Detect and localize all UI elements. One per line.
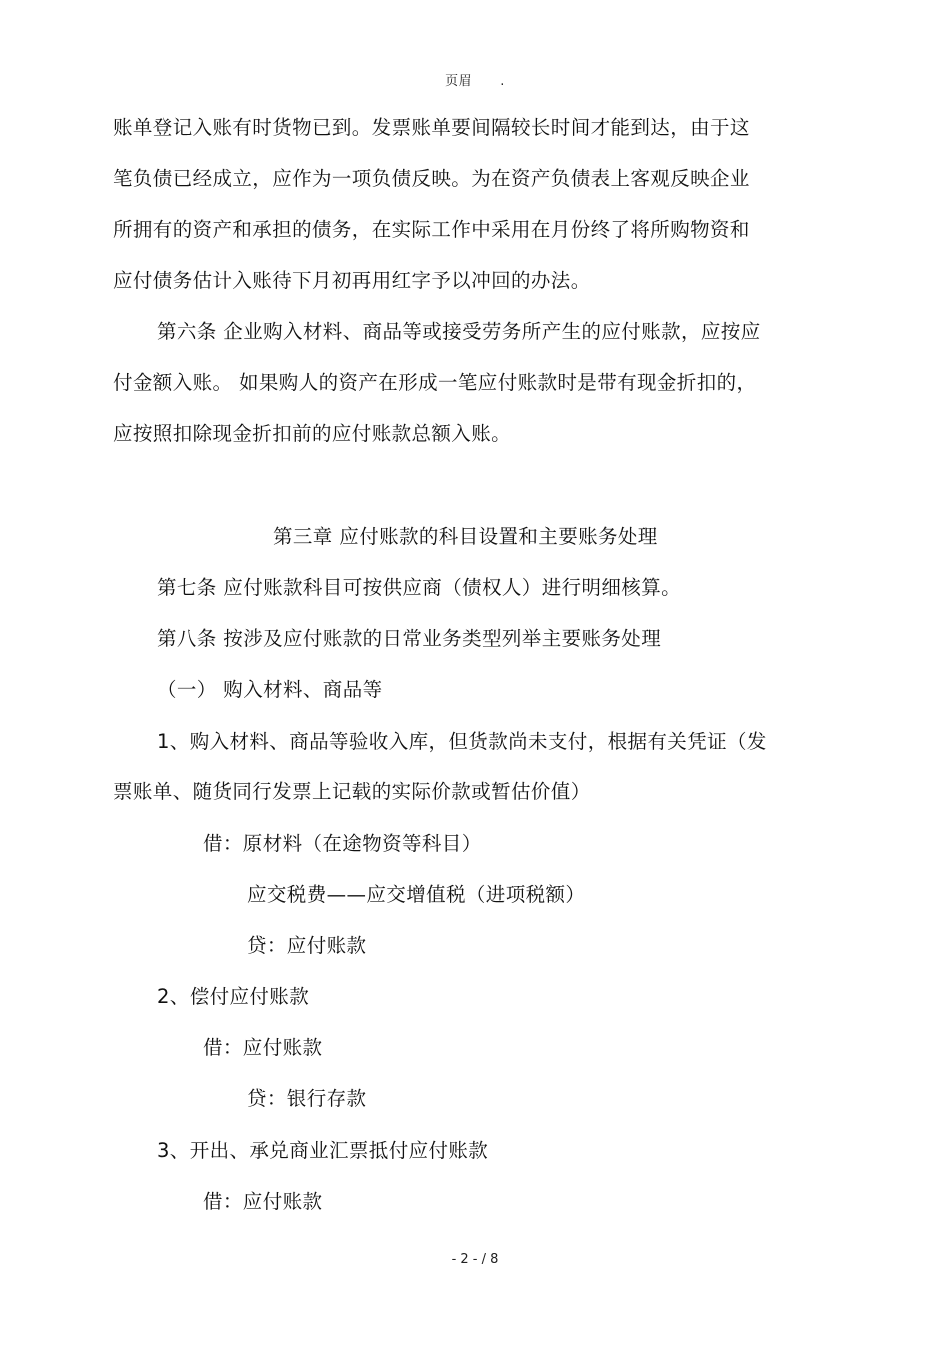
- header-text: 页眉: [445, 74, 473, 89]
- journal-credit: 贷：应付账款: [247, 934, 367, 957]
- section-one-heading: （一） 购入材料、商品等: [157, 678, 383, 701]
- page-number: - 2 - / 8: [451, 1252, 499, 1267]
- item-one-line: 票账单、随货同行发票上记载的实际价款或暂估价值）: [113, 780, 591, 803]
- journal-debit-continued: 应交税费——应交增值税（进项税额）: [247, 883, 586, 906]
- article-six-line: 应按照扣除现金折扣前的应付账款总额入账。: [113, 422, 512, 445]
- paragraph-line: 笔负债已经成立，应作为一项负债反映。为在资产负债表上客观反映企业: [113, 167, 750, 190]
- journal-debit: 借：应付账款: [203, 1036, 323, 1059]
- paragraph-line: 应付债务估计入账待下月初再用红字予以冲回的办法。: [113, 269, 591, 292]
- page-header: [0, 70, 950, 89]
- item-three: 3、开出、承兑商业汇票抵付应付账款: [157, 1139, 489, 1162]
- chapter-heading: 第三章 应付账款的科目设置和主要账务处理: [273, 525, 658, 548]
- journal-credit: 贷：银行存款: [247, 1087, 367, 1110]
- paragraph-line: 所拥有的资产和承担的债务，在实际工作中采用在月份终了将所购物资和: [113, 218, 750, 241]
- item-one-line: 1、购入材料、商品等验收入库，但货款尚未支付，根据有关凭证（发: [157, 730, 767, 753]
- article-seven: 第七条 应付账款科目可按供应商（债权人）进行明细核算。: [157, 576, 681, 599]
- article-six-line: 付金额入账。 如果购人的资产在形成一笔应付账款时是带有现金折扣的，: [113, 371, 757, 394]
- article-six-line: 第六条 企业购入材料、商品等或接受劳务所产生的应付账款，应按应: [157, 320, 761, 343]
- paragraph-line: 账单登记入账有时货物已到。发票账单要间隔较长时间才能到达，由于这: [113, 116, 750, 139]
- header-dot: .: [500, 74, 505, 89]
- journal-debit: 借：原材料（在途物资等科目）: [203, 832, 482, 855]
- journal-debit: 借：应付账款: [203, 1190, 323, 1213]
- article-eight: 第八条 按涉及应付账款的日常业务类型列举主要账务处理: [157, 627, 662, 650]
- item-two: 2、偿付应付账款: [157, 985, 310, 1008]
